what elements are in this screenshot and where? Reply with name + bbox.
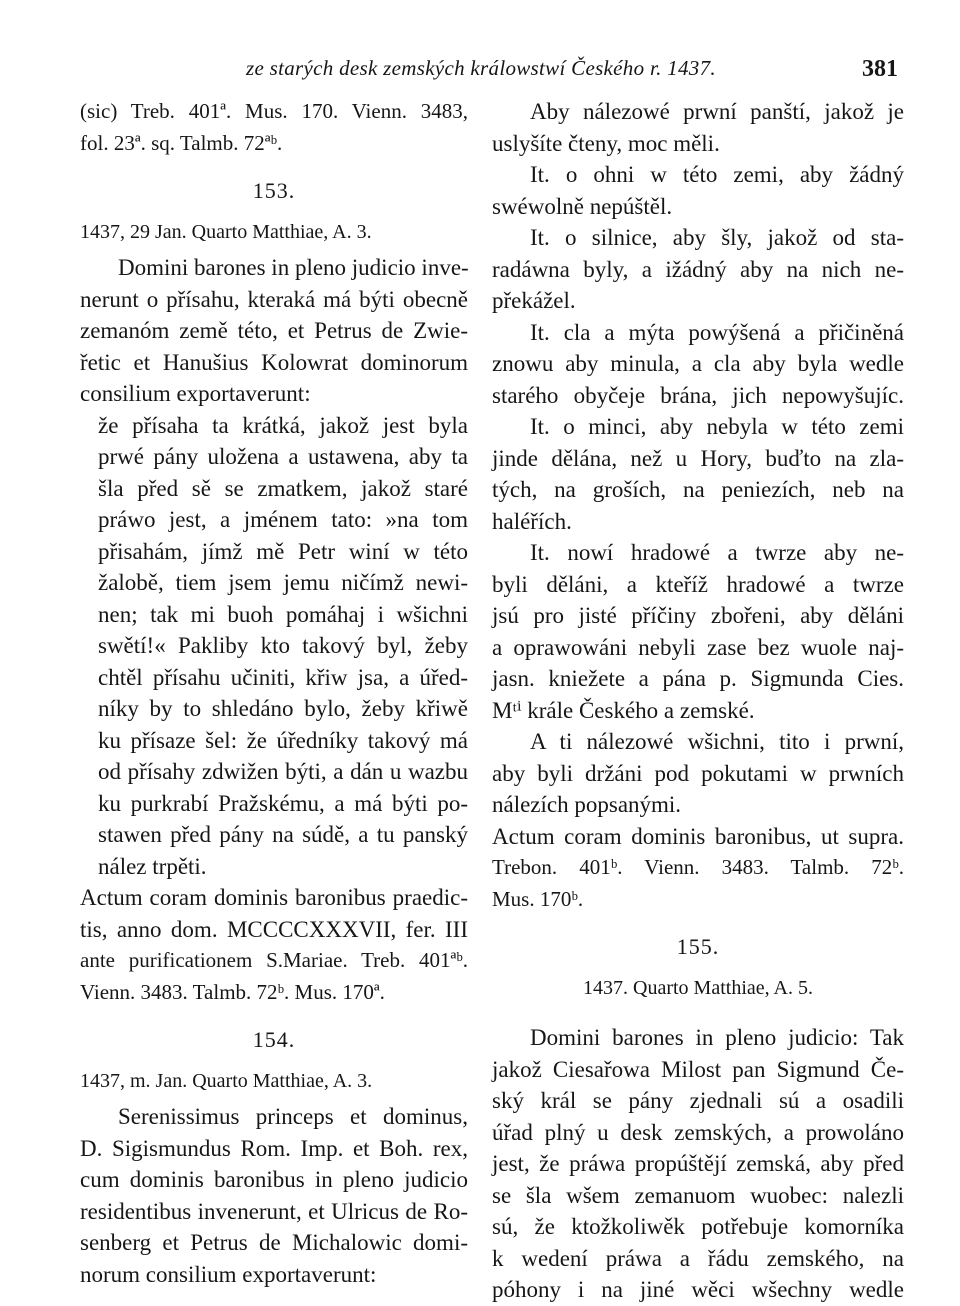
text-line: starého obyčeje brána, jich nepowyšujíc. bbox=[492, 382, 904, 408]
text-line: póhony i na jiné wěci wšechny wedle bbox=[492, 1277, 904, 1302]
text-line: že přísaha ta krátká, jakož jest byla bbox=[98, 412, 468, 438]
text-line: stawen před pány na súdě, a tu panský bbox=[98, 822, 468, 847]
entry-number: 155. bbox=[676, 934, 720, 959]
left-column bbox=[80, 96, 468, 1290]
text-line: fol. 23ª. sq. Talmb. 72ªᵇ. bbox=[80, 130, 283, 155]
text-line: ku přísaze šel: že úředníky takový má bbox=[98, 727, 468, 753]
text-line: Mus. 170ᵇ. bbox=[492, 886, 584, 911]
text-line: níky by to shledáno bylo, žeby křiwě bbox=[98, 696, 468, 721]
text-line: It. nowí hradowé a twrze aby ne- bbox=[530, 540, 904, 565]
text-line: znowu aby minula, a cla aby byla wedle bbox=[492, 351, 904, 376]
text-line: úřad plný u desk zemských, a prowoláno bbox=[492, 1119, 904, 1145]
text-line: Domini barones in pleno judicio: Tak bbox=[530, 1025, 904, 1050]
text-line: tis, anno dom. MCCCCXXXVII, fer. III bbox=[80, 916, 468, 942]
text-line: norum consilium exportaverunt: bbox=[80, 1261, 377, 1287]
text-line: sú, že ktožkoliwěk potřebuje komorníka bbox=[492, 1214, 904, 1239]
text-line: It. o silnice, aby šly, jakož od sta- bbox=[530, 225, 904, 250]
text-line: D. Sigismundus Rom. Imp. et Boh. rex, bbox=[80, 1135, 468, 1161]
running-title: ze starých desk zemských králowstwí Českého r. 1437. bbox=[246, 56, 716, 80]
text-line: residentibus invenerunt, et Ulricus de Ro- bbox=[80, 1198, 468, 1224]
text-line: zemanóm země této, et Petrus de Zwie- bbox=[80, 318, 468, 343]
text-line: radáwna byly, a ižádný aby na nich ne- bbox=[492, 256, 904, 282]
text-line: nálezích popsanými. bbox=[492, 792, 682, 817]
text-line: jsú pro jisté příčiny zbořeni, aby děláni bbox=[492, 603, 904, 628]
text-line: tých, na groších, na peniezích, neb na bbox=[492, 477, 904, 502]
entry-date: 1437, m. Jan. Quarto Matthiae, A. 3. bbox=[80, 1069, 373, 1092]
text-line: A ti nálezowé wšichni, tito i prwní, bbox=[530, 729, 904, 754]
text-line: Serenissimus princeps et dominus, bbox=[118, 1104, 468, 1129]
text-line: k wedení práwa a řádu zemského, na bbox=[492, 1245, 904, 1271]
text-line: swéwolně nepúštěl. bbox=[492, 193, 673, 219]
text-line: Trebon. 401ᵇ. Vienn. 3483. Talmb. 72ᵇ. bbox=[492, 855, 904, 879]
text-line: Actum coram dominis baronibus praedic- bbox=[80, 885, 468, 910]
text-line: senberg et Petrus de Michalowic domi- bbox=[80, 1230, 468, 1255]
entry-number: 153. bbox=[252, 178, 296, 203]
text-line: consilium exportaverunt: bbox=[80, 381, 311, 406]
text-line: Vienn. 3483. Talmb. 72ᵇ. Mus. 170ª. bbox=[80, 979, 385, 1004]
text-line: šla před sě se zmatkem, jakož staré bbox=[98, 475, 468, 501]
text-line: byli děláni, a kteříž hradowé a twrze bbox=[492, 571, 904, 597]
text-line: jinde dělána, než u Hory, buďto na zla- bbox=[492, 445, 904, 471]
text-line: Aby nálezowé prwní panští, jakož je bbox=[530, 99, 904, 124]
text-line: Domini barones in pleno judicio inve- bbox=[118, 255, 469, 280]
text-line: aby byli držáni pod pokutami w prwních bbox=[492, 760, 904, 786]
right-column bbox=[492, 96, 904, 1306]
spacer bbox=[492, 1008, 904, 1022]
entry-number: 154. bbox=[252, 1027, 296, 1052]
text-line: a oprawowáni nebyli zase bez wuole naj- bbox=[492, 634, 904, 660]
text-line: Actum coram dominis baronibus, ut supra. bbox=[492, 823, 904, 849]
running-header bbox=[246, 56, 906, 81]
text-line: ský král se pány zjednali sú a osadili bbox=[492, 1088, 904, 1113]
text-line: (sic) Treb. 401ª. Mus. 170. Vienn. 3483, bbox=[80, 99, 468, 123]
text-line: se šla wšem zemanuom wuobec: nalezli bbox=[492, 1182, 904, 1208]
text-line: překážel. bbox=[492, 288, 576, 313]
entry-date: 1437, 29 Jan. Quarto Matthiae, A. 3. bbox=[80, 220, 372, 243]
text-line: od přísahy zdwižen býti, a dán u wazbu bbox=[98, 759, 468, 784]
text-line: řetic et Hanušius Kolowrat dominorum bbox=[80, 349, 468, 375]
text-line: swětí!« Pakliby kto takový byl, žeby bbox=[98, 633, 468, 658]
page-number: 381 bbox=[862, 56, 898, 82]
text-line: nerunt o přísahu, kteraká má býti obecně bbox=[80, 286, 468, 312]
entry-date: 1437. Quarto Matthiae, A. 5. bbox=[583, 976, 813, 999]
text-line: chtěl přísahu učiniti, křiw jsa, a úřed- bbox=[98, 664, 468, 690]
text-line: práwo jest, a jménem tato: »na tom bbox=[98, 507, 468, 532]
text-line: žalobě, tiem jsem jemu ničímž newi- bbox=[98, 570, 468, 595]
text-line: jest, že práwa propúštějí zemská, aby před bbox=[492, 1151, 904, 1176]
text-line: haléřích. bbox=[492, 508, 572, 534]
text-line: ku purkrabí Pražskému, a má býti po- bbox=[98, 790, 468, 816]
text-line: It. cla a mýta powýšená a přičiněná bbox=[530, 319, 904, 345]
text-line: přisahám, jímž mě Petr winí w této bbox=[98, 538, 468, 564]
text-line: jasn. kniežete a pána p. Sigmunda Cies. bbox=[492, 666, 904, 691]
text-line: nález trpěti. bbox=[98, 853, 207, 879]
text-line: ante purificationem S.Mariae. Treb. 401ªᵇ. bbox=[80, 948, 468, 972]
text-line: nen; tak mi buoh pomáhaj i wšichni bbox=[98, 601, 468, 627]
text-line: prwé pány uložena a ustawena, aby ta bbox=[98, 444, 468, 469]
text-line: cum dominis baronibus in pleno judicio bbox=[80, 1167, 468, 1192]
text-line: jakož Ciesařowa Milost pan Sigmund Če- bbox=[492, 1056, 904, 1082]
text-line: Mᵗⁱ krále Českého a zemské. bbox=[492, 697, 755, 723]
text-line: It. o ohni w této zemi, aby žádný bbox=[530, 162, 904, 187]
text-line: uslyšíte čteny, moc měli. bbox=[492, 130, 720, 156]
text-line: It. o minci, aby nebyla w této zemi bbox=[530, 414, 904, 439]
